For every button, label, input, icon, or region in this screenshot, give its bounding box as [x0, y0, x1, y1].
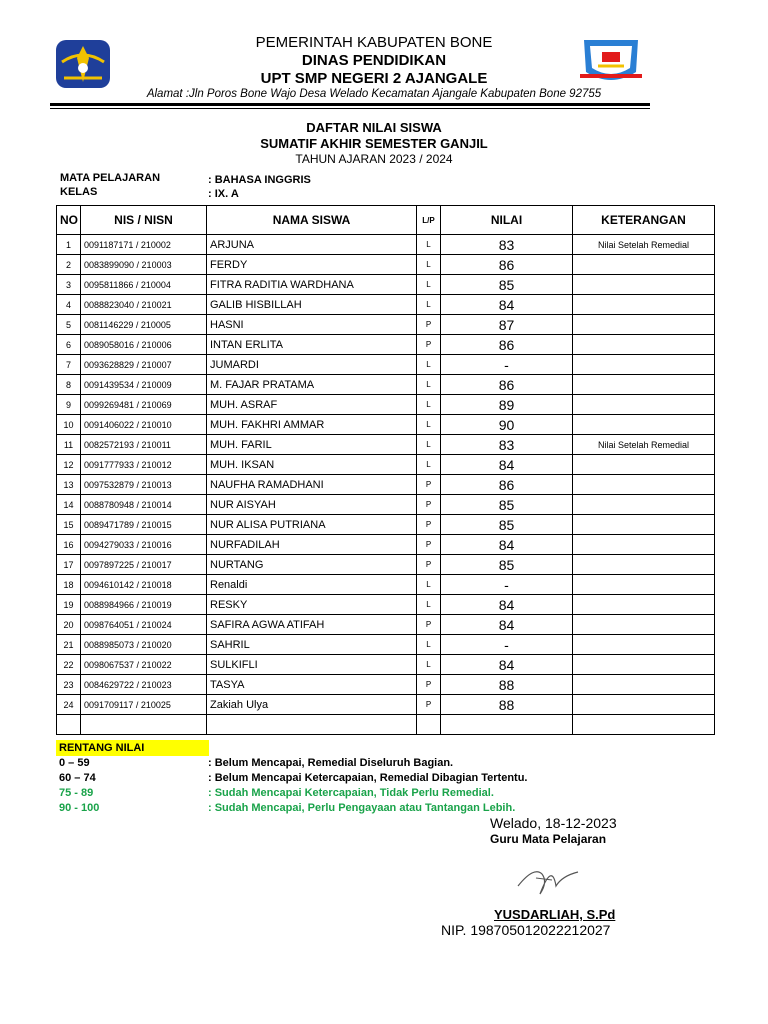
cell-no: 19: [57, 595, 81, 615]
table-row: [57, 495, 715, 515]
cell-nama: INTAN ERLITA: [207, 335, 417, 355]
legend-description: : Belum Mencapai Ketercapaian, Remedial Dibagian Tertentu.: [208, 772, 528, 784]
cell-lp: L: [417, 435, 441, 455]
cell-lp: L: [417, 455, 441, 475]
table-row: [57, 655, 715, 675]
table-row: [57, 695, 715, 715]
cell-lp: [417, 715, 441, 735]
legend-description: : Sudah Mencapai, Perlu Pengayaan atau Tantangan Lebih.: [208, 802, 516, 814]
cell-keterangan: [573, 595, 715, 615]
cell-nilai: 84: [441, 535, 573, 555]
cell-nis: 0091709117 / 210025: [81, 695, 207, 715]
cell-keterangan: [573, 315, 715, 335]
cell-no: 18: [57, 575, 81, 595]
cell-nis: 0088780948 / 210014: [81, 495, 207, 515]
cell-nilai: 85: [441, 275, 573, 295]
table-row: [57, 675, 715, 695]
cell-nama: NUR AISYAH: [207, 495, 417, 515]
cell-nama: ARJUNA: [207, 235, 417, 255]
cell-lp: L: [417, 255, 441, 275]
cell-nama: NURTANG: [207, 555, 417, 575]
legend-range: 90 - 100: [59, 802, 100, 814]
subject-value: : BAHASA INGGRIS: [208, 174, 311, 186]
cell-lp: P: [417, 675, 441, 695]
cell-lp: L: [417, 635, 441, 655]
cell-nilai: 83: [441, 435, 573, 455]
cell-nis: 0091777933 / 210012: [81, 455, 207, 475]
table-row: [57, 555, 715, 575]
table-row: [57, 635, 715, 655]
table-row: [57, 435, 715, 455]
table-row: [57, 275, 715, 295]
table-row: [57, 395, 715, 415]
cell-nama: Renaldi: [207, 575, 417, 595]
cell-nis: 0088984966 / 210019: [81, 595, 207, 615]
cell-no: 4: [57, 295, 81, 315]
cell-keterangan: [573, 575, 715, 595]
cell-lp: L: [417, 415, 441, 435]
legend-range: 0 – 59: [59, 757, 90, 769]
cell-nilai: 84: [441, 295, 573, 315]
cell-nis: 0094279033 / 210016: [81, 535, 207, 555]
cell-lp: P: [417, 495, 441, 515]
cell-nilai: -: [441, 575, 573, 595]
cell-lp: P: [417, 555, 441, 575]
cell-keterangan: [573, 475, 715, 495]
table-row: [57, 235, 715, 255]
cell-keterangan: [573, 715, 715, 735]
legend-description: : Belum Mencapai, Remedial Diseluruh Bagian.: [208, 757, 454, 769]
cell-no: 21: [57, 635, 81, 655]
header-nilai: NILAI: [441, 206, 573, 235]
cell-lp: L: [417, 395, 441, 415]
cell-no: 15: [57, 515, 81, 535]
cell-keterangan: [573, 695, 715, 715]
cell-nilai: 84: [441, 655, 573, 675]
cell-nis: 0097532879 / 210013: [81, 475, 207, 495]
cell-nama: SULKIFLI: [207, 655, 417, 675]
cell-nilai: 84: [441, 455, 573, 475]
cell-no: [57, 715, 81, 735]
cell-nis: 0098764051 / 210024: [81, 615, 207, 635]
header-keterangan: KETERANGAN: [573, 206, 715, 235]
table-row: [57, 375, 715, 395]
cell-keterangan: [573, 535, 715, 555]
legend-title: RENTANG NILAI: [56, 740, 209, 756]
cell-lp: L: [417, 575, 441, 595]
cell-keterangan: [573, 255, 715, 275]
table-header-row: [57, 206, 715, 235]
cell-lp: P: [417, 475, 441, 495]
signature-scribble: [512, 856, 584, 900]
table-row: [57, 295, 715, 315]
cell-no: 6: [57, 335, 81, 355]
legend-range: 75 - 89: [59, 787, 94, 799]
cell-no: 2: [57, 255, 81, 275]
cell-nis: 0091187171 / 210002: [81, 235, 207, 255]
table-row: [57, 535, 715, 555]
cell-nis: [81, 715, 207, 735]
cell-no: 13: [57, 475, 81, 495]
cell-nis: 0094610142 / 210018: [81, 575, 207, 595]
cell-nama: MUH. FARIL: [207, 435, 417, 455]
cell-keterangan: [573, 615, 715, 635]
cell-nis: 0089471789 / 210015: [81, 515, 207, 535]
cell-nilai: 86: [441, 255, 573, 275]
cell-nama: NUR ALISA PUTRIANA: [207, 515, 417, 535]
cell-keterangan: [573, 675, 715, 695]
header-lp: L/P: [417, 206, 441, 235]
letterhead-divider-thick: [50, 103, 650, 106]
cell-lp: L: [417, 235, 441, 255]
cell-nama: HASNI: [207, 315, 417, 335]
grades-table: [56, 205, 715, 735]
cell-nilai: 85: [441, 495, 573, 515]
cell-nilai: [441, 715, 573, 735]
cell-nama: RESKY: [207, 595, 417, 615]
cell-lp: L: [417, 355, 441, 375]
table-row: [57, 455, 715, 475]
cell-keterangan: [573, 375, 715, 395]
department-name: DINAS PENDIDIKAN: [301, 52, 447, 69]
cell-nama: SAFIRA AGWA ATIFAH: [207, 615, 417, 635]
cell-nilai: 88: [441, 695, 573, 715]
signer-nip: NIP. 198705012022212027: [441, 922, 611, 938]
cell-nilai: 89: [441, 395, 573, 415]
cell-nilai: -: [441, 635, 573, 655]
cell-no: 8: [57, 375, 81, 395]
table-row: [57, 615, 715, 635]
cell-nilai: 86: [441, 475, 573, 495]
cell-nis: 0099269481 / 210069: [81, 395, 207, 415]
cell-nilai: 86: [441, 375, 573, 395]
cell-nilai: 86: [441, 335, 573, 355]
cell-nis: 0082572193 / 210011: [81, 435, 207, 455]
legend-range: 60 – 74: [59, 772, 96, 784]
cell-no: 10: [57, 415, 81, 435]
cell-no: 12: [57, 455, 81, 475]
cell-nama: M. FAJAR PRATAMA: [207, 375, 417, 395]
document-subtitle: SUMATIF AKHIR SEMESTER GANJIL: [260, 136, 488, 151]
table-row: [57, 335, 715, 355]
legend-description: : Sudah Mencapai Ketercapaian, Tidak Perlu Remedial.: [208, 787, 494, 799]
cell-nis: 0089058016 / 210006: [81, 335, 207, 355]
cell-lp: L: [417, 275, 441, 295]
class-label: KELAS: [60, 186, 98, 198]
cell-keterangan: [573, 395, 715, 415]
cell-nama: FITRA RADITIA WARDHANA: [207, 275, 417, 295]
cell-lp: L: [417, 655, 441, 675]
cell-keterangan: Nilai Setelah Remedial: [573, 435, 715, 455]
government-name: PEMERINTAH KABUPATEN BONE: [255, 34, 493, 51]
cell-lp: P: [417, 335, 441, 355]
cell-keterangan: [573, 455, 715, 475]
cell-lp: P: [417, 515, 441, 535]
cell-keterangan: [573, 555, 715, 575]
cell-lp: P: [417, 695, 441, 715]
cell-keterangan: [573, 335, 715, 355]
cell-nilai: 90: [441, 415, 573, 435]
signer-name: YUSDARLIAH, S.Pd: [494, 907, 616, 922]
table-row: [57, 315, 715, 335]
cell-no: 11: [57, 435, 81, 455]
cell-no: 23: [57, 675, 81, 695]
header-nis: NIS / NISN: [81, 206, 207, 235]
cell-nama: TASYA: [207, 675, 417, 695]
cell-nis: 0095811866 / 210004: [81, 275, 207, 295]
cell-nama: [207, 715, 417, 735]
cell-no: 3: [57, 275, 81, 295]
cell-no: 24: [57, 695, 81, 715]
document-title: DAFTAR NILAI SISWA: [306, 120, 442, 135]
cell-nilai: 85: [441, 555, 573, 575]
cell-nis: 0088985073 / 210020: [81, 635, 207, 655]
cell-nilai: 85: [441, 515, 573, 535]
cell-keterangan: [573, 415, 715, 435]
cell-no: 20: [57, 615, 81, 635]
cell-keterangan: [573, 295, 715, 315]
cell-nama: MUH. IKSAN: [207, 455, 417, 475]
cell-no: 5: [57, 315, 81, 335]
cell-lp: P: [417, 535, 441, 555]
cell-nama: SAHRIL: [207, 635, 417, 655]
class-value: : IX. A: [208, 188, 239, 200]
table-row: [57, 255, 715, 275]
header-no: NO: [57, 206, 81, 235]
cell-no: 22: [57, 655, 81, 675]
cell-lp: L: [417, 375, 441, 395]
cell-no: 9: [57, 395, 81, 415]
table-row: [57, 415, 715, 435]
cell-keterangan: [573, 355, 715, 375]
kabupaten-bone-logo: [52, 38, 114, 90]
cell-nama: NAUFHA RAMADHANI: [207, 475, 417, 495]
cell-keterangan: [573, 635, 715, 655]
cell-nilai: 83: [441, 235, 573, 255]
cell-keterangan: [573, 515, 715, 535]
cell-nama: FERDY: [207, 255, 417, 275]
cell-nis: 0084629722 / 210023: [81, 675, 207, 695]
cell-keterangan: [573, 495, 715, 515]
cell-lp: L: [417, 295, 441, 315]
cell-no: 1: [57, 235, 81, 255]
cell-nis: 0088823040 / 210021: [81, 295, 207, 315]
cell-nis: 0081146229 / 210005: [81, 315, 207, 335]
school-name: UPT SMP NEGERI 2 AJANGALE: [260, 70, 488, 87]
cell-nama: Zakiah Ulya: [207, 695, 417, 715]
cell-keterangan: [573, 275, 715, 295]
letterhead-divider-thin: [50, 108, 650, 109]
cell-lp: P: [417, 615, 441, 635]
cell-nilai: -: [441, 355, 573, 375]
table-row: [57, 575, 715, 595]
header-nama: NAMA SISWA: [207, 206, 417, 235]
table-row: [57, 515, 715, 535]
cell-nis: 0093628829 / 210007: [81, 355, 207, 375]
table-row: [57, 475, 715, 495]
cell-keterangan: [573, 655, 715, 675]
signer-role: Guru Mata Pelajaran: [490, 832, 607, 846]
table-row: [57, 355, 715, 375]
cell-nilai: 84: [441, 595, 573, 615]
cell-nis: 0098067537 / 210022: [81, 655, 207, 675]
place-date: Welado, 18-12-2023: [490, 815, 617, 831]
cell-nis: 0091439534 / 210009: [81, 375, 207, 395]
academic-year: TAHUN AJARAN 2023 / 2024: [295, 152, 453, 166]
cell-nama: GALIB HISBILLAH: [207, 295, 417, 315]
cell-nama: NURFADILAH: [207, 535, 417, 555]
cell-nis: 0097897225 / 210017: [81, 555, 207, 575]
cell-keterangan: Nilai Setelah Remedial: [573, 235, 715, 255]
cell-nilai: 88: [441, 675, 573, 695]
cell-nama: MUH. FAKHRI AMMAR: [207, 415, 417, 435]
cell-nama: MUH. ASRAF: [207, 395, 417, 415]
cell-no: 14: [57, 495, 81, 515]
cell-nilai: 87: [441, 315, 573, 335]
cell-lp: L: [417, 595, 441, 615]
subject-label: MATA PELAJARAN: [60, 172, 161, 184]
cell-nis: 0091406022 / 210010: [81, 415, 207, 435]
cell-nis: 0083899090 / 210003: [81, 255, 207, 275]
cell-nama: JUMARDI: [207, 355, 417, 375]
cell-no: 7: [57, 355, 81, 375]
cell-lp: P: [417, 315, 441, 335]
cell-no: 17: [57, 555, 81, 575]
cell-no: 16: [57, 535, 81, 555]
table-row: [57, 715, 715, 735]
school-address: Alamat :Jln Poros Bone Wajo Desa Welado Kecamatan Ajangale Kabupaten Bone 92755: [146, 88, 602, 100]
table-row: [57, 595, 715, 615]
cell-nilai: 84: [441, 615, 573, 635]
